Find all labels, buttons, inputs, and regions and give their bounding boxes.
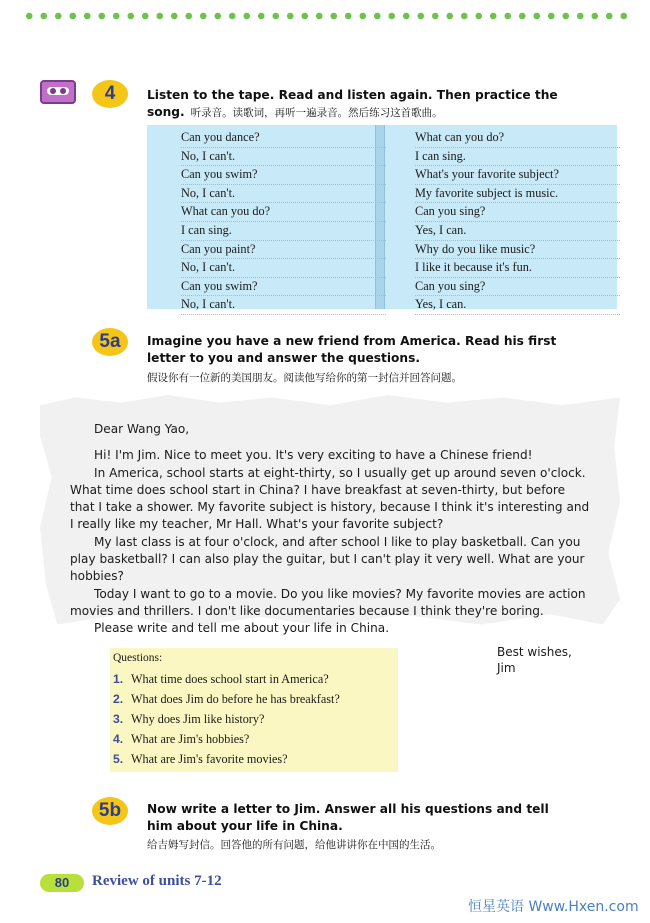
section-5b-instruction: Now write a letter to Jim. Answer all his questions and tell him about your life in China. <box>147 802 549 833</box>
letter-line: movies and thrillers. I don't like documentaries because I think they're boring. <box>70 604 544 618</box>
song-lyrics-panel <box>147 125 617 312</box>
letter-line: Today I want to go to a movie. Do you like movies? My favorite movies are action <box>94 587 586 601</box>
lyric-line: I like it because it's fun. <box>415 259 620 278</box>
question-item: 1. What time does school start in America? <box>113 672 329 686</box>
letter-line: play basketball? I can also play the guitar, but I can't play it very well. What are your <box>70 552 585 566</box>
lyric-line: Yes, I can. <box>415 296 620 315</box>
lyric-line: Can you dance? <box>181 129 386 148</box>
letter-paragraph-1: Hi! I'm Jim. Nice to meet you. It's very exciting to have a Chinese friend! <box>94 448 533 462</box>
lyric-line: Can you paint? <box>181 241 386 260</box>
questions-title: Questions: <box>113 652 163 664</box>
song-right-column <box>415 129 620 315</box>
lyric-line: Can you swim? <box>181 278 386 297</box>
letter-line: What time does school start in China? I have breakfast at seven-thirty, but before <box>70 483 566 497</box>
lyric-line: What can you do? <box>181 203 386 222</box>
section-number-4: 4 <box>92 80 128 108</box>
letter-line: hobbies? <box>70 569 124 583</box>
letter-line: I really like my teacher, Mr Hall. What's your favorite subject? <box>70 517 444 531</box>
section-number-5a: 5a <box>92 328 128 356</box>
top-dotted-border <box>22 10 632 22</box>
lyric-line: No, I can't. <box>181 185 386 204</box>
letter-greeting: Dear Wang Yao, <box>94 422 190 436</box>
section-5b-instruction-zh: 给吉姆写封信。回答他的所有问题，给他讲讲你在中国的生活。 <box>147 839 441 851</box>
page-number-badge: 80 <box>40 874 84 892</box>
section-5a-instruction-zh: 假设你有一位新的美国朋友。阅读他写给你的第一封信并回答问题。 <box>147 372 462 384</box>
lyric-line: No, I can't. <box>181 259 386 278</box>
song-left-column <box>181 129 386 315</box>
cassette-tape-icon <box>40 80 76 104</box>
lyric-line: No, I can't. <box>181 296 386 315</box>
question-item: 5. What are Jim's favorite movies? <box>113 752 288 766</box>
lyric-line: I can sing. <box>415 148 620 167</box>
lyric-line: What's your favorite subject? <box>415 166 620 185</box>
question-item: 4. What are Jim's hobbies? <box>113 732 250 746</box>
question-item: 3. Why does Jim like history? <box>113 712 265 726</box>
letter-line: that I take a shower. My favorite subject is history, because I think it's interesting and <box>70 500 590 514</box>
footer-title: Review of units 7-12 <box>92 873 222 889</box>
question-item: 2. What does Jim do before he has breakfast? <box>113 692 340 706</box>
lyric-line: What can you do? <box>415 129 620 148</box>
letter-line: My last class is at four o'clock, and after school I like to play basketball. Can you <box>94 535 581 549</box>
letter-closing: Best wishes, <box>497 645 572 659</box>
lyric-line: No, I can't. <box>181 148 386 167</box>
letter-signature: Jim <box>497 661 516 675</box>
lyric-line: I can sing. <box>181 222 386 241</box>
section-4-instruction: Listen to the tape. Read and listen again. Then practice the song. 听录音。读歌词，再听一遍录音。然后练习这首歌曲。 <box>147 88 558 119</box>
lyric-line: Why do you like music? <box>415 241 620 260</box>
lyric-line: Can you sing? <box>415 203 620 222</box>
lyric-line: Yes, I can. <box>415 222 620 241</box>
watermark-brand: 恒星英语 Www.Hxen.com <box>468 899 639 915</box>
section-number-5b: 5b <box>92 797 128 825</box>
section-5a-instruction: Imagine you have a new friend from America. Read his first letter to you and answer the questions. <box>147 334 557 365</box>
lyric-line: Can you swim? <box>181 166 386 185</box>
lyric-line: My favorite subject is music. <box>415 185 620 204</box>
lyric-line: Can you sing? <box>415 278 620 297</box>
letter-line: Please write and tell me about your life in China. <box>94 621 390 635</box>
letter-line: In America, school starts at eight-thirty, so I usually get up around seven o'clock. <box>94 466 586 480</box>
